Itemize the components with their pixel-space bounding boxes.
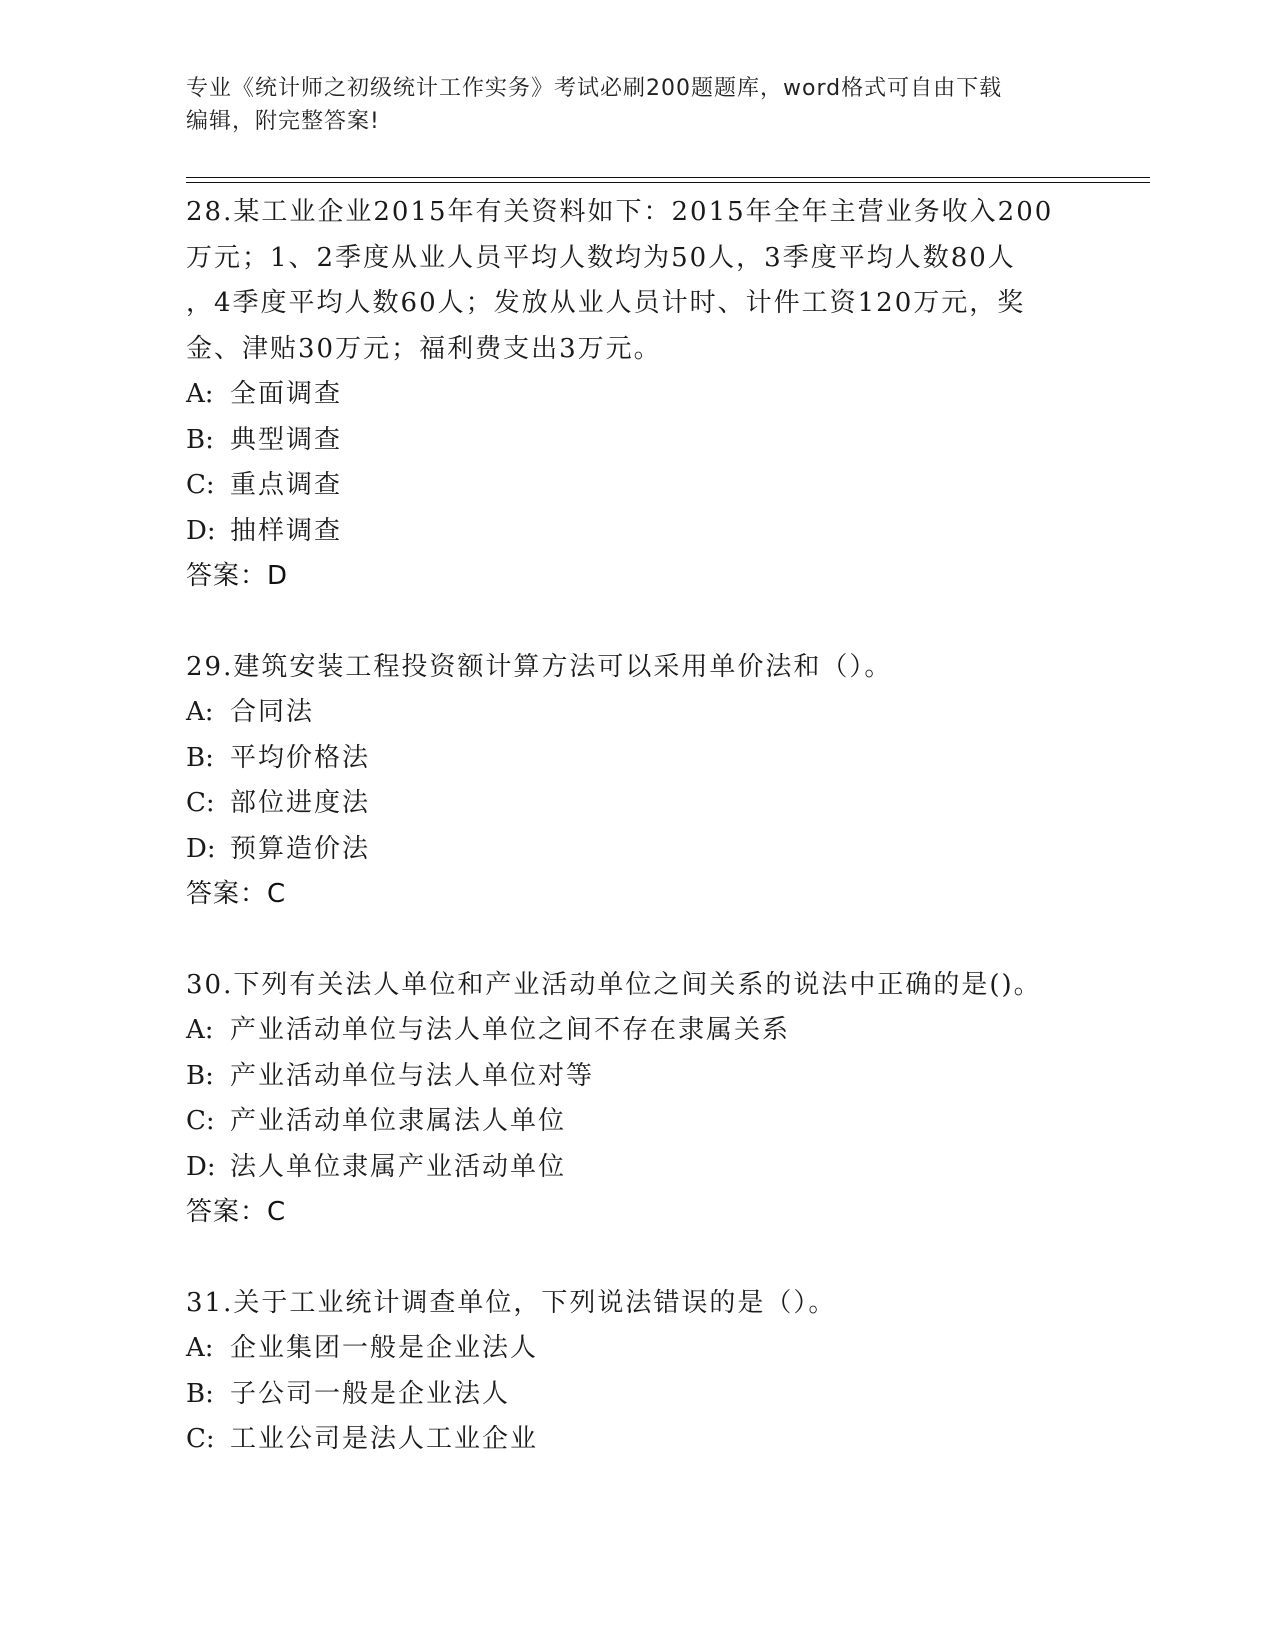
option-key: C: <box>186 1424 215 1454</box>
option-key: B: <box>186 1378 214 1409</box>
question-31 <box>186 1281 1076 1463</box>
option-key: C: <box>186 1106 215 1136</box>
stem-line: 万元；1、2季度从业人员平均人数均为50人，3季度平均人数80人 <box>186 242 1016 273</box>
option-key: A: <box>186 1333 214 1363</box>
option-b <box>186 1372 1076 1418</box>
option-d <box>186 1145 1076 1191</box>
option-text: 平均价格法 <box>230 742 371 773</box>
question-spacer <box>186 918 1076 963</box>
option-key: C: <box>186 788 215 818</box>
question-spacer <box>186 1236 1076 1281</box>
option-c <box>186 1417 1076 1463</box>
option-key: D: <box>186 833 216 864</box>
option-key: B: <box>186 424 214 455</box>
question-stem <box>186 645 1076 691</box>
question-30 <box>186 963 1076 1236</box>
option-text: 预算造价法 <box>230 833 371 864</box>
option-b <box>186 736 1076 782</box>
option-c <box>186 463 1076 509</box>
option-key: A: <box>186 379 214 409</box>
option-text: 合同法 <box>230 697 315 727</box>
option-a <box>186 690 1076 736</box>
stem-line: 金、津贴30万元；福利费支出3万元。 <box>186 333 662 364</box>
header-divider-top <box>186 177 1150 178</box>
option-b <box>186 418 1076 464</box>
option-text: 产业活动单位与法人单位对等 <box>230 1060 595 1091</box>
answer-line: 答案：C <box>186 879 287 909</box>
option-text: 重点调查 <box>230 470 343 500</box>
option-key: B: <box>186 742 214 773</box>
option-text: 产业活动单位与法人单位之间不存在隶属关系 <box>230 1015 791 1045</box>
option-text: 抽样调查 <box>230 515 343 546</box>
option-a <box>186 1326 1076 1372</box>
option-key: A: <box>186 1015 214 1045</box>
stem-line: 31.关于工业统计调查单位，下列说法错误的是（）。 <box>186 1287 837 1318</box>
option-c <box>186 781 1076 827</box>
stem-line: 30.下列有关法人单位和产业活动单位之间关系的说法中正确的是()。 <box>186 969 1042 1000</box>
option-d <box>186 509 1076 555</box>
stem-line: ，4季度平均人数60人；发放从业人员计时、计件工资120万元，奖 <box>186 288 1026 318</box>
question-29 <box>186 645 1076 918</box>
header-line-1: 专业《统计师之初级统计工作实务》考试必刷200题题库，word格式可自由下载 <box>186 76 1003 101</box>
question-stem <box>186 1281 1076 1327</box>
stem-line: 29.建筑安装工程投资额计算方法可以采用单价法和（）。 <box>186 651 893 682</box>
option-key: D: <box>186 515 216 546</box>
option-text: 子公司一般是企业法人 <box>230 1378 511 1409</box>
option-text: 工业公司是法人工业企业 <box>230 1424 539 1454</box>
option-text: 企业集团一般是企业法人 <box>230 1333 539 1363</box>
option-a <box>186 372 1076 418</box>
document-header <box>186 72 1086 138</box>
option-a <box>186 1008 1076 1054</box>
question-list <box>186 190 1076 1463</box>
option-key: A: <box>186 697 214 727</box>
option-text: 产业活动单位隶属法人单位 <box>230 1106 567 1136</box>
option-text: 全面调查 <box>230 379 343 409</box>
header-divider-bottom <box>186 182 1150 183</box>
header-line-2: 编辑，附完整答案! <box>186 109 380 134</box>
question-28 <box>186 190 1076 600</box>
option-text: 法人单位隶属产业活动单位 <box>230 1151 567 1182</box>
answer-line: 答案：C <box>186 1197 287 1227</box>
stem-line: 28.某工业企业2015年有关资料如下：2015年全年主营业务收入200 <box>186 197 1054 227</box>
option-key: C: <box>186 470 215 500</box>
option-text: 部位进度法 <box>230 788 371 818</box>
option-key: D: <box>186 1151 216 1182</box>
question-stem <box>186 190 1076 372</box>
option-d <box>186 827 1076 873</box>
option-c <box>186 1099 1076 1145</box>
option-b <box>186 1054 1076 1100</box>
question-stem <box>186 963 1076 1009</box>
option-text: 典型调查 <box>230 424 343 455</box>
question-spacer <box>186 600 1076 645</box>
option-key: B: <box>186 1060 214 1091</box>
answer-line: 答案：D <box>186 561 289 591</box>
